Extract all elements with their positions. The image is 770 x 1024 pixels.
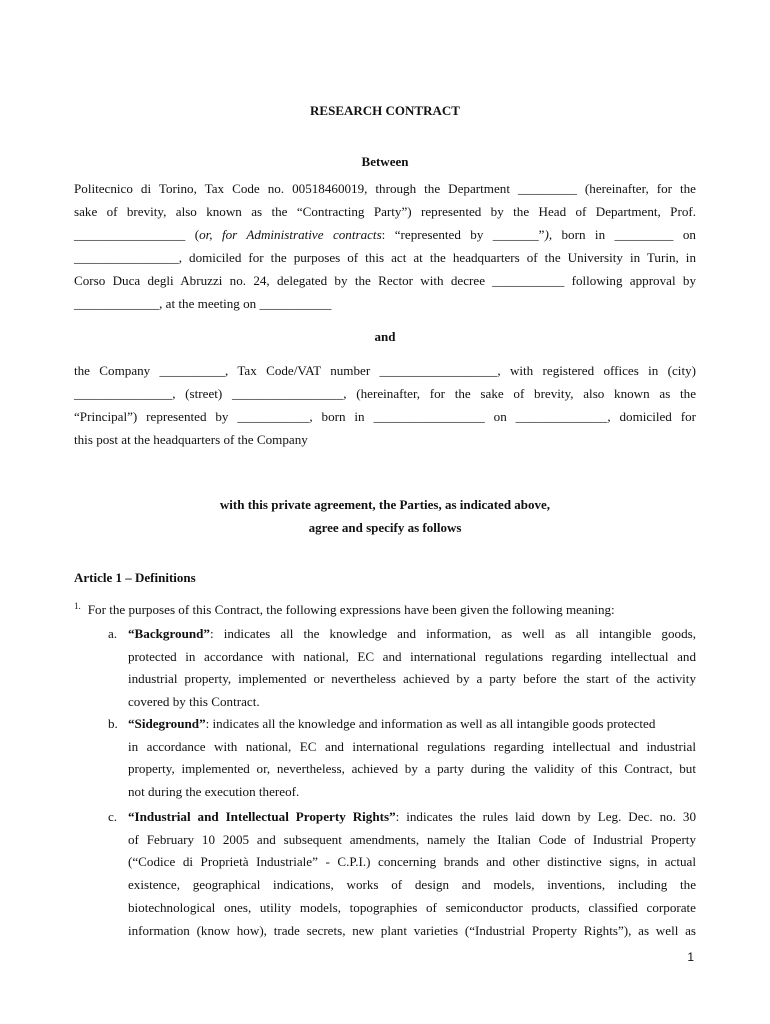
definition-line: in accordance with national, EC and international regulations regarding intellectual and industrial xyxy=(128,738,696,754)
page-number: 1 xyxy=(687,950,694,964)
definition-line: (“Codice di Proprietà Industriale” - C.P.I.) concerning brands and other distinctive signs, in actual xyxy=(128,854,696,870)
defined-term: “Sideground” xyxy=(128,716,206,731)
article-1-heading: Article 1 – Definitions xyxy=(74,570,196,585)
definition-line: protected in accordance with national, EC and international regulations regarding intellectual and xyxy=(128,648,696,664)
list-letter: c. xyxy=(108,809,118,824)
agreement-line-1: with this private agreement, the Parties, as indicated above, xyxy=(219,497,551,512)
paragraph-line: Politecnico di Torino, Tax Code no. 00518460019, through the Department _________ (hereinafter, for the xyxy=(74,181,696,196)
paragraph-line: “Principal”) represented by ___________, born in _________________ on ______________, domiciled for xyxy=(74,409,696,424)
clause-text: : “represented by _______” xyxy=(381,227,545,242)
definition-line xyxy=(128,713,696,736)
numbered-item-1 xyxy=(74,602,615,618)
paragraph-line: the Company __________, Tax Code/VAT number __________________, with registered offices in (city) xyxy=(74,363,696,378)
definition-background xyxy=(108,623,696,714)
agreement-line-2: agree and specify as follows xyxy=(308,520,462,535)
paragraph-line: sake of brevity, also known as the “Contracting Party”) represented by the Head of Department, Prof. xyxy=(74,204,696,219)
definition-text: : indicates all the knowledge and information, as well as all intangible goods, xyxy=(209,626,696,641)
party-2-paragraph xyxy=(74,359,696,451)
clause-text: born in _________ on xyxy=(552,227,696,242)
paragraph-line: _____________, at the meeting on ___________ xyxy=(74,296,332,311)
definition-line xyxy=(128,623,696,646)
definition-text: : indicates all the knowledge and information as well as all intangible goods protected xyxy=(205,716,656,731)
list-letter: a. xyxy=(108,626,118,641)
italic-note: or, for Administrative contracts xyxy=(199,227,382,242)
defined-term: “Industrial and Intellectual Property Rights” xyxy=(128,809,396,824)
item-number: 1. xyxy=(74,601,81,611)
between-heading: Between xyxy=(361,154,409,169)
document-title: RESEARCH CONTRACT xyxy=(310,103,460,118)
italic-close: ), xyxy=(544,227,553,242)
definition-line: existence, geographical indications, works of design and models, inventions, including the xyxy=(128,877,696,893)
paragraph-line: Corso Duca degli Abruzzi no. 24, delegated by the Rector with decree ___________ following approval by xyxy=(74,273,696,288)
definition-line: industrial property, implemented or nevertheless achieved by a party before the start of the activity xyxy=(128,671,696,687)
paragraph-line xyxy=(74,223,696,246)
definition-line: of February 10 2005 and subsequent amendments, namely the Italian Code of Industrial Property xyxy=(128,831,696,847)
party-1-paragraph xyxy=(74,177,696,315)
definition-line: biotechnological ones, utility models, topographies of semiconductor products, classified corporate xyxy=(128,899,696,915)
list-letter: b. xyxy=(108,716,118,731)
paragraph-line: _______________, (street) _________________, (hereinafter, for the sake of brevity, also known as the xyxy=(74,386,696,401)
definition-line: property, implemented or, nevertheless, achieved by a party during the validity of this Contract, but xyxy=(128,761,696,777)
definition-line xyxy=(128,806,696,829)
paragraph-line: this post at the headquarters of the Company xyxy=(74,432,308,447)
item-text: For the purposes of this Contract, the following expressions have been given the following meaning: xyxy=(87,602,615,617)
blank-text: _________________ ( xyxy=(74,227,200,242)
definition-line: information (know how), trade secrets, new plant varieties (“Industrial Property Rights”), as well as xyxy=(128,922,696,938)
defined-term: “Background” xyxy=(128,626,210,641)
definition-line: not during the execution thereof. xyxy=(128,784,300,800)
paragraph-line: ________________, domiciled for the purposes of this act at the headquarters of the University in Turin, in xyxy=(74,250,696,265)
definition-text: : indicates the rules laid down by Leg. Dec. no. 30 xyxy=(395,809,696,824)
definition-line: covered by this Contract. xyxy=(128,694,260,710)
definition-ip-rights xyxy=(108,806,696,942)
definition-sideground xyxy=(108,713,696,804)
and-heading: and xyxy=(374,329,396,344)
